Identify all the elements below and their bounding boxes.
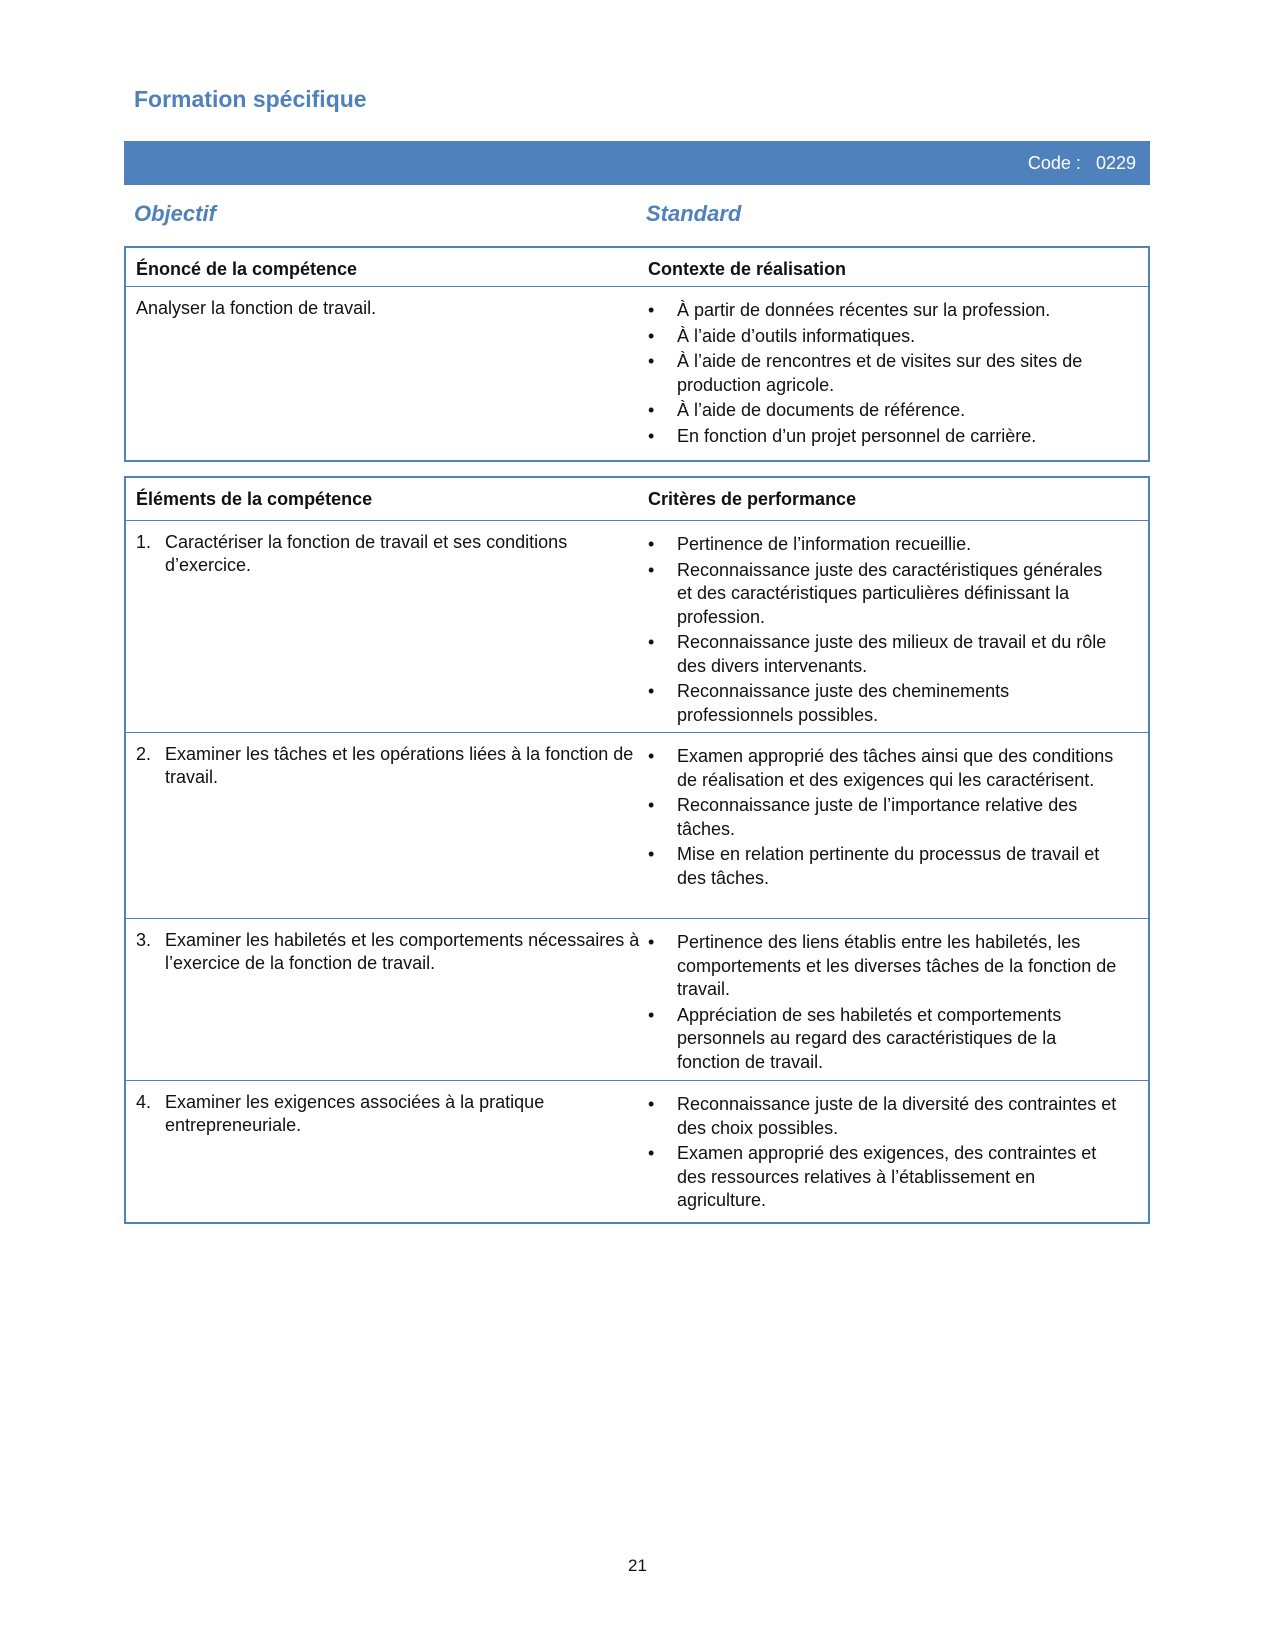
criteria-list [648,533,1118,727]
criteria-item: • Reconnaissance juste des milieux de travail et du rôle des divers intervenants. [648,631,1118,678]
elements-header-row [126,478,1148,520]
criteria-item: • Pertinence des liens établis entre les habiletés, les comportements et les diverses tâches de la fonction de travail. [648,931,1118,1002]
context-item: • À l’aide de documents de référence. [648,399,1118,423]
criteria-item: • Reconnaissance juste des cheminements professionnels possibles. [648,680,1118,727]
element-item [136,531,645,577]
page-title: Formation spécifique [134,86,367,112]
objectif-heading: Objectif [134,201,216,226]
context-item: • À l’aide de rencontres et de visites sur des sites de production agricole. [648,350,1118,397]
element-row-3 [126,918,1148,1081]
context-list [648,299,1118,448]
criteria-item: • Appréciation de ses habiletés et comportements personnels au regard des caractéristiques de la fonction de travail. [648,1004,1118,1075]
criteria-item: • Reconnaissance juste de la diversité des contraintes et des choix possibles. [648,1093,1118,1140]
code-label-text: Code : [1027,153,1081,173]
element-text: Caractériser la fonction de travail et ses conditions d’exercice. [165,532,568,575]
element-number: 2. [136,744,152,764]
criteria-item: • Pertinence de l’information recueillie. [648,533,1118,557]
context-item: • À l’aide d’outils informatiques. [648,325,1118,349]
competence-table [124,246,1150,462]
elements-table [124,476,1150,1224]
element-number: 1. [136,532,152,552]
criteria-item: • Reconnaissance juste de l’importance relative des tâches. [648,794,1118,841]
elements-header: Éléments de la compétence [136,489,373,509]
element-text: Examiner les habiletés et les comportements nécessaires à l’exercice de la fonction de travail. [165,930,640,973]
enonce-header: Énoncé de la compétence [136,259,358,279]
column-headings [124,201,1150,231]
criteria-item: • Examen approprié des exigences, des contraintes et des ressources relatives à l’établissement en agriculture. [648,1142,1118,1213]
element-text: Examiner les exigences associées à la pratique entrepreneuriale. [165,1092,545,1135]
contexte-header: Contexte de réalisation [648,259,847,279]
competence-header-row [126,248,1148,286]
element-row-4 [126,1080,1148,1223]
competence-body-row [126,286,1148,461]
criteria-cell [648,1093,1118,1215]
element-row-1 [126,520,1148,733]
criteres-header: Critères de performance [648,489,857,509]
criteria-list [648,931,1118,1074]
code-value: 0229 [1095,153,1136,173]
element-item [136,1091,645,1137]
element-item [136,929,645,975]
criteria-cell [648,533,1118,729]
criteria-item: • Examen approprié des tâches ainsi que des conditions de réalisation et des exigences qui les caractérisent. [648,745,1118,792]
context-item: • En fonction d’un projet personnel de carrière. [648,425,1118,449]
element-text: Examiner les tâches et les opérations liées à la fonction de travail. [165,744,634,787]
criteria-cell [648,931,1118,1076]
page-number: 21 [628,1556,647,1575]
context-item: • À partir de données récentes sur la profession. [648,299,1118,323]
standard-heading: Standard [646,201,742,226]
code-banner [124,141,1150,185]
element-item [136,743,645,789]
code-label [1028,153,1136,174]
element-number: 4. [136,1092,152,1112]
criteria-list [648,745,1118,890]
element-number: 3. [136,930,152,950]
criteria-cell [648,745,1118,892]
competence-statement: Analyser la fonction de travail. [136,298,377,318]
element-row-2 [126,732,1148,919]
criteria-list [648,1093,1118,1213]
criteria-item: • Reconnaissance juste des caractéristiques générales et des caractéristiques particulières définissant la profession. [648,559,1118,630]
criteria-item: • Mise en relation pertinente du processus de travail et des tâches. [648,843,1118,890]
context-list-cell [648,299,1118,450]
